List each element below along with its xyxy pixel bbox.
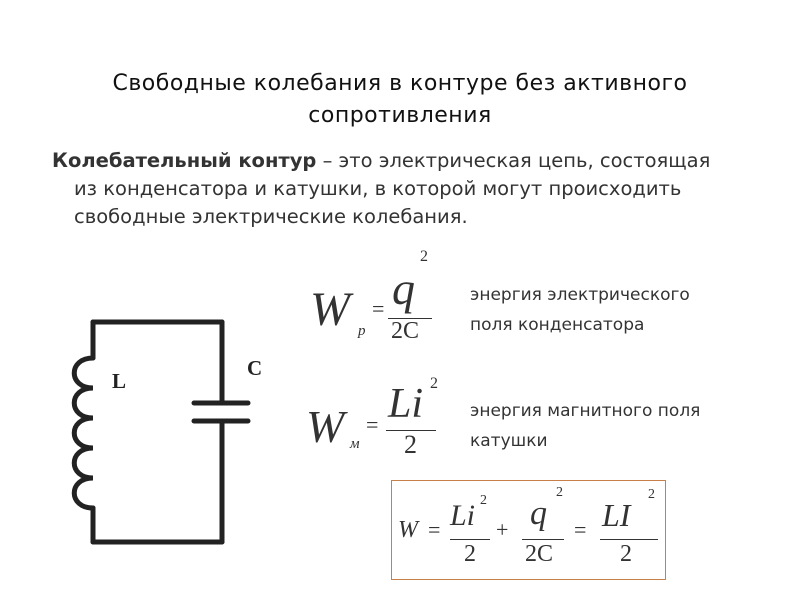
- formula-numerator-li: Li: [388, 381, 424, 427]
- total-plus: +: [496, 517, 509, 542]
- electric-energy-description: [470, 280, 690, 340]
- lc-circuit-diagram: [60, 300, 300, 560]
- formula-numerator-q: q: [392, 263, 415, 314]
- title-line-1: Свободные колебания в контуре без активного: [112, 71, 688, 96]
- formula-equals: =: [366, 412, 379, 437]
- electric-description-line-1: энергия электрического: [470, 285, 690, 305]
- magnetic-energy-description: [470, 396, 700, 456]
- term1-denominator: 2: [464, 541, 476, 567]
- formula-exponent: 2: [420, 248, 428, 265]
- term3-denominator: 2: [620, 541, 632, 567]
- definition-paragraph: [52, 147, 734, 231]
- inductor-coil: [74, 358, 93, 508]
- term2-fraction-bar: [522, 539, 564, 540]
- magnetic-description-line-1: энергия магнитного поля: [470, 401, 701, 421]
- term2-exponent: 2: [556, 485, 563, 500]
- magnetic-description-line-2: катушки: [470, 431, 548, 451]
- term1-exponent: 2: [480, 493, 487, 508]
- slide-title: [40, 68, 760, 132]
- term1-fraction-bar: [450, 539, 490, 540]
- definition-text: – это электрическая цепь, состоящая из конденсатора и катушки, в которой могут происходить свободные электрические колебания.: [74, 149, 711, 228]
- total-equals-2: =: [574, 517, 587, 542]
- formula-denominator: 2: [404, 430, 417, 459]
- formula-subscript-p: р: [358, 323, 366, 339]
- inductor-label: L: [112, 369, 127, 393]
- formula-exponent: 2: [430, 375, 438, 392]
- term2-numerator: q: [530, 495, 547, 532]
- total-energy-formula-box: [391, 480, 666, 580]
- formula-denominator: 2C: [391, 318, 420, 344]
- capacitor-label: C: [247, 356, 263, 380]
- formula-lhs-w: W: [310, 283, 350, 336]
- definition-term: Колебательный контур: [52, 149, 317, 172]
- term1-numerator: Li: [450, 499, 476, 532]
- formula-lhs-w: W: [306, 401, 345, 452]
- term3-numerator: LI: [602, 497, 631, 533]
- electric-description-line-2: поля конденсатора: [470, 315, 645, 335]
- term3-exponent: 2: [648, 487, 655, 502]
- term3-fraction-bar: [600, 539, 658, 540]
- total-equals-1: =: [428, 517, 441, 542]
- title-line-2: сопротивления: [308, 103, 492, 128]
- term2-denominator: 2C: [525, 541, 554, 567]
- total-lhs-w: W: [398, 517, 418, 543]
- formula-equals: =: [372, 296, 385, 321]
- formula-subscript-m: м: [350, 436, 360, 452]
